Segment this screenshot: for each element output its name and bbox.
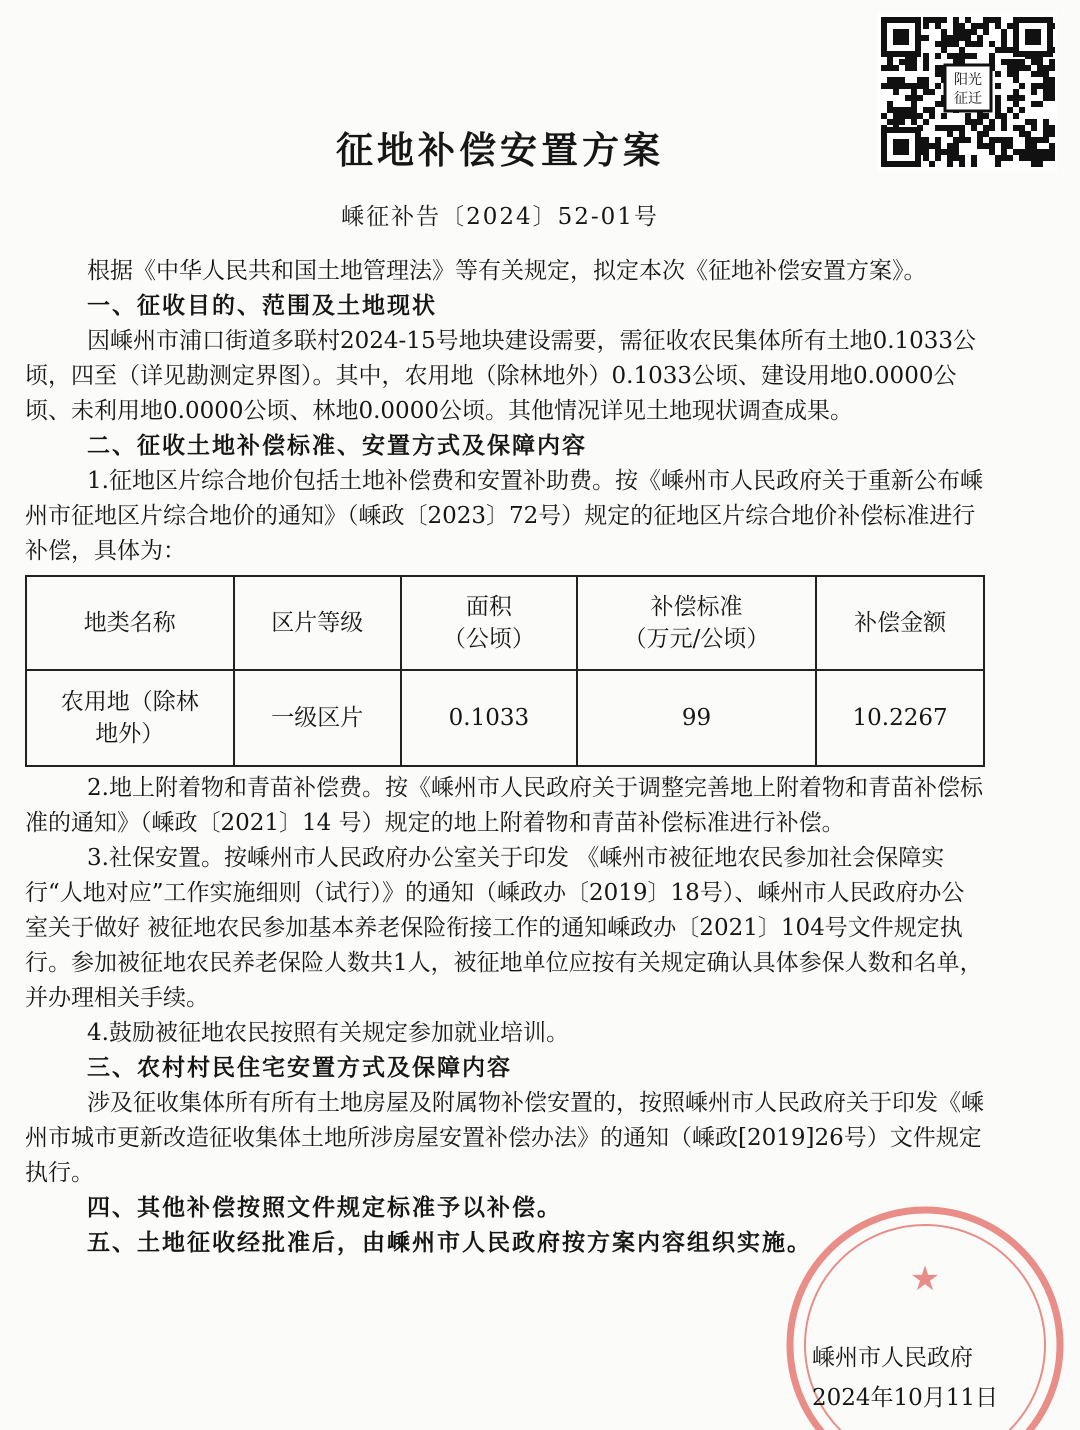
- section-1-number: 一、: [87, 293, 137, 319]
- document-number: 嵊征补告〔2024〕52-01号: [341, 204, 659, 230]
- table-cell-standard: 99: [577, 670, 816, 766]
- table-cell-amount: 10.2267: [816, 670, 984, 766]
- table-header-text: 补偿标准: [650, 594, 743, 620]
- section-3-body: 涉及征收集体所有所有土地房屋及附属物补偿安置的，按照嵊州市人民政府关于印发《嵊州市城市更新改造征收集体土地所涉房屋安置补偿办法》的通知（嵊政[2019]26号）文件规定执行。: [25, 1090, 984, 1186]
- table-cell-area: 0.1033: [401, 670, 577, 766]
- section-2-item-3: 3.社保安置。按嵊州市人民政府办公室关于印发 《嵊州市被征地农民参加社会保障实行“人地对应”工作实施细则（试行）》的通知（嵊政办〔2019〕18号）、嵊州市人民政府办公室关于做好 被征地农民参加基本养老保险衔接工作的通知嵊政办〔2021〕104号文件规定执行。参加被征地农民养老保险人数共1人，被征地单位应按有关规定确认具体参保人数和名单，并办理相关手续。: [25, 845, 983, 1011]
- table-header-cell: [401, 576, 577, 670]
- signature-block: [812, 1338, 998, 1418]
- table-header-cell: [816, 576, 984, 670]
- land-type-line1: 农用地（除林: [60, 689, 199, 715]
- section-4-number: 四、: [87, 1195, 137, 1221]
- table-cell-land-type: [26, 670, 234, 766]
- section-1-title: 征收目的、范围及土地现状: [137, 293, 437, 319]
- table-header-text: 补偿金额: [854, 610, 947, 636]
- section-1-heading: [25, 289, 985, 324]
- table-cell-zone: 一级区片: [234, 670, 402, 766]
- section-3-title: 农村村民住宅安置方式及保障内容: [137, 1055, 512, 1081]
- section-2-item-1: 1.征地区片综合地价包括土地补偿费和安置补助费。按《嵊州市人民政府关于重新公布嵊州市征地区片综合地价的通知》（嵊政〔2023〕72号）规定的征地区片综合地价补偿标准进行补偿，具体为：: [25, 468, 983, 564]
- section-3-number: 三、: [87, 1055, 137, 1081]
- section-2-heading: [25, 429, 985, 464]
- svg-text:★: ★: [909, 1259, 941, 1299]
- qr-caption-2: 征迁: [954, 91, 982, 107]
- table-header-text: 地类名称: [83, 610, 176, 636]
- intro-paragraph: 根据《中华人民共和国土地管理法》等有关规定，拟定本次《征地补偿安置方案》。: [87, 258, 927, 284]
- page-title: 征地补偿安置方案: [336, 129, 664, 172]
- section-5-title: 土地征收经批准后，由嵊州市人民政府按方案内容组织实施。: [137, 1230, 812, 1256]
- table-header-cell: [26, 576, 234, 670]
- qr-caption-1: 阳光: [954, 72, 982, 88]
- compensation-table: [25, 575, 985, 767]
- section-5-number: 五、: [87, 1230, 137, 1256]
- land-type-line2: 地外）: [95, 721, 165, 747]
- document-body: [25, 254, 985, 1261]
- table-header-cell: [577, 576, 816, 670]
- table-header-unit: （公顷）: [442, 626, 535, 652]
- table-header-row: [26, 576, 984, 670]
- table-row: [26, 670, 984, 766]
- section-4-title: 其他补偿按照文件规定标准予以补偿。: [137, 1195, 562, 1221]
- signature-date: 2024年10月11日: [812, 1385, 999, 1411]
- table-header-unit: （万元/公顷）: [623, 626, 770, 652]
- section-1-body: 因嵊州市浦口街道多联村2024-15号地块建设需要，需征收农民集体所有土地0.1033公顷，四至（详见勘测定界图）。其中，农用地（除林地外）0.1033公顷、建设用地0.0000公顷、未利用地0.0000公顷、林地0.0000公顷。其他情况详见土地现状调查成果。: [25, 328, 977, 424]
- signature-org: 嵊州市人民政府: [812, 1345, 973, 1371]
- section-2-title: 征收土地补偿标准、安置方式及保障内容: [137, 433, 587, 459]
- section-2-item-2: 2.地上附着物和青苗补偿费。按《嵊州市人民政府关于调整完善地上附着物和青苗补偿标准的通知》（嵊政〔2021〕14 号）规定的地上附着物和青苗补偿标准进行补偿。: [25, 775, 983, 836]
- section-2-item-4: 4.鼓励被征地农民按照有关规定参加就业培训。: [87, 1020, 569, 1046]
- table-header-cell: [234, 576, 402, 670]
- table-header-text: 区片等级: [271, 610, 364, 636]
- section-3-heading: [25, 1051, 985, 1086]
- table-header-text: 面积: [465, 594, 512, 620]
- section-2-number: 二、: [87, 433, 137, 459]
